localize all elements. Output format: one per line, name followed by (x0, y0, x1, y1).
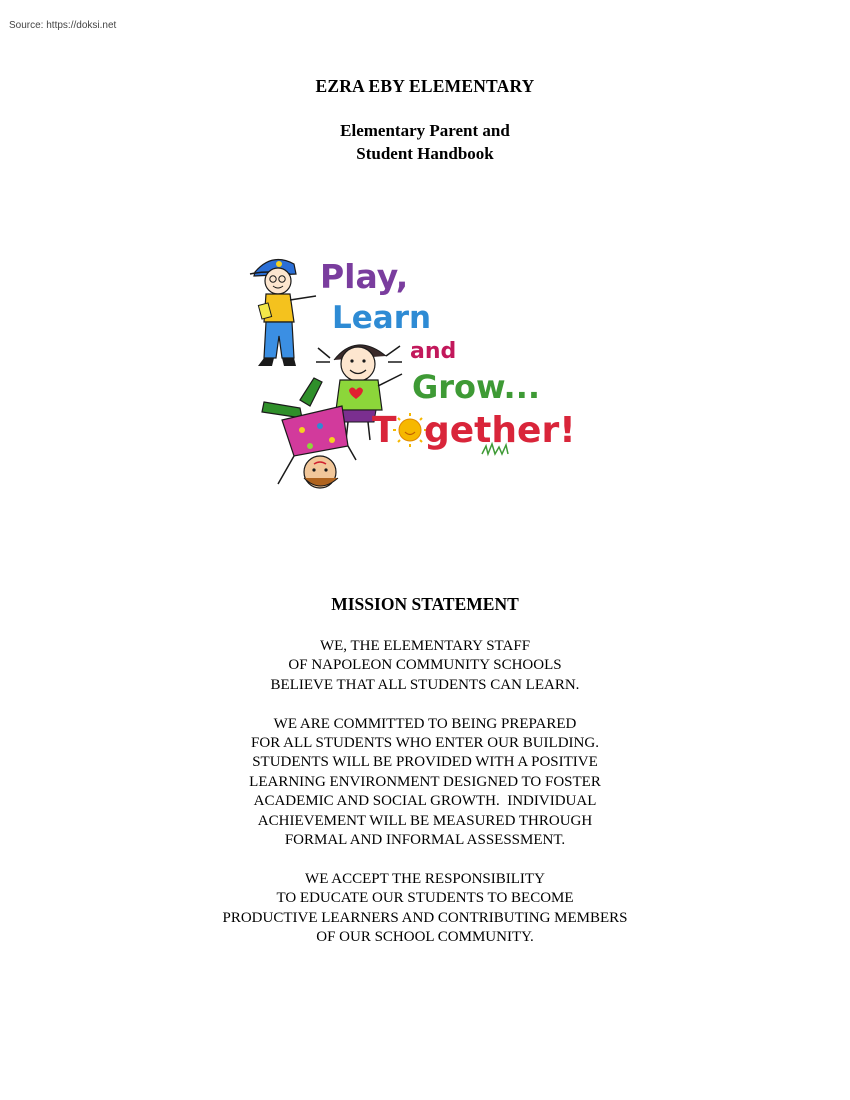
mission-line: PRODUCTIVE LEARNERS AND CONTRIBUTING MEMBERS (222, 909, 628, 926)
mission-line: BELIEVE THAT ALL STUDENTS CAN LEARN. (270, 676, 580, 693)
mission-statement (0, 637, 850, 967)
handbook-title-line-2: Student Handbook (356, 144, 494, 163)
mission-heading: MISSION STATEMENT (331, 594, 519, 614)
mission-line: ACADEMIC AND SOCIAL GROWTH. INDIVIDUAL (253, 793, 597, 810)
handbook-title (0, 119, 850, 165)
handbook-title-line-1: Elementary Parent and (340, 121, 510, 140)
mission-line: OF OUR SCHOOL COMMUNITY. (316, 929, 534, 946)
mission-line: TO EDUCATE OUR STUDENTS TO BECOME (276, 890, 574, 907)
logo-together-t: T (372, 410, 397, 451)
mission-paragraph-2 (0, 715, 850, 851)
source-label: Source: https://doksi.net (9, 20, 117, 31)
mission-line: FORMAL AND INFORMAL ASSESSMENT. (284, 832, 566, 849)
mission-paragraph-3 (0, 870, 850, 948)
mission-line: WE, THE ELEMENTARY STAFF (319, 638, 531, 654)
boy-figure (250, 260, 316, 367)
logo-word-grow: Grow... (412, 368, 541, 406)
mission-line: WE ARE COMMITTED TO BEING PREPARED (273, 715, 577, 732)
logo-word-together (372, 410, 576, 451)
mission-paragraph-1 (0, 637, 850, 695)
logo-word-and: and (410, 339, 457, 364)
logo-word-play: Play, (320, 257, 409, 296)
mission-line: ACHIEVEMENT WILL BE MEASURED THROUGH (257, 812, 593, 829)
mission-line: LEARNING ENVIRONMENT DESIGNED TO FOSTER (249, 773, 601, 790)
play-learn-grow-logo (238, 250, 578, 500)
mission-line: FOR ALL STUDENTS WHO ENTER OUR BUILDING. (251, 735, 599, 752)
mission-line: WE ACCEPT THE RESPONSIBILITY (305, 870, 545, 887)
logo-together-rest: gether! (424, 410, 576, 451)
school-name: EZRA EBY ELEMENTARY (315, 76, 535, 96)
sun-icon (393, 413, 427, 447)
mission-line: OF NAPOLEON COMMUNITY SCHOOLS (288, 657, 562, 674)
mission-line: STUDENTS WILL BE PROVIDED WITH A POSITIVE (252, 754, 598, 771)
logo-word-learn: Learn (332, 300, 432, 336)
